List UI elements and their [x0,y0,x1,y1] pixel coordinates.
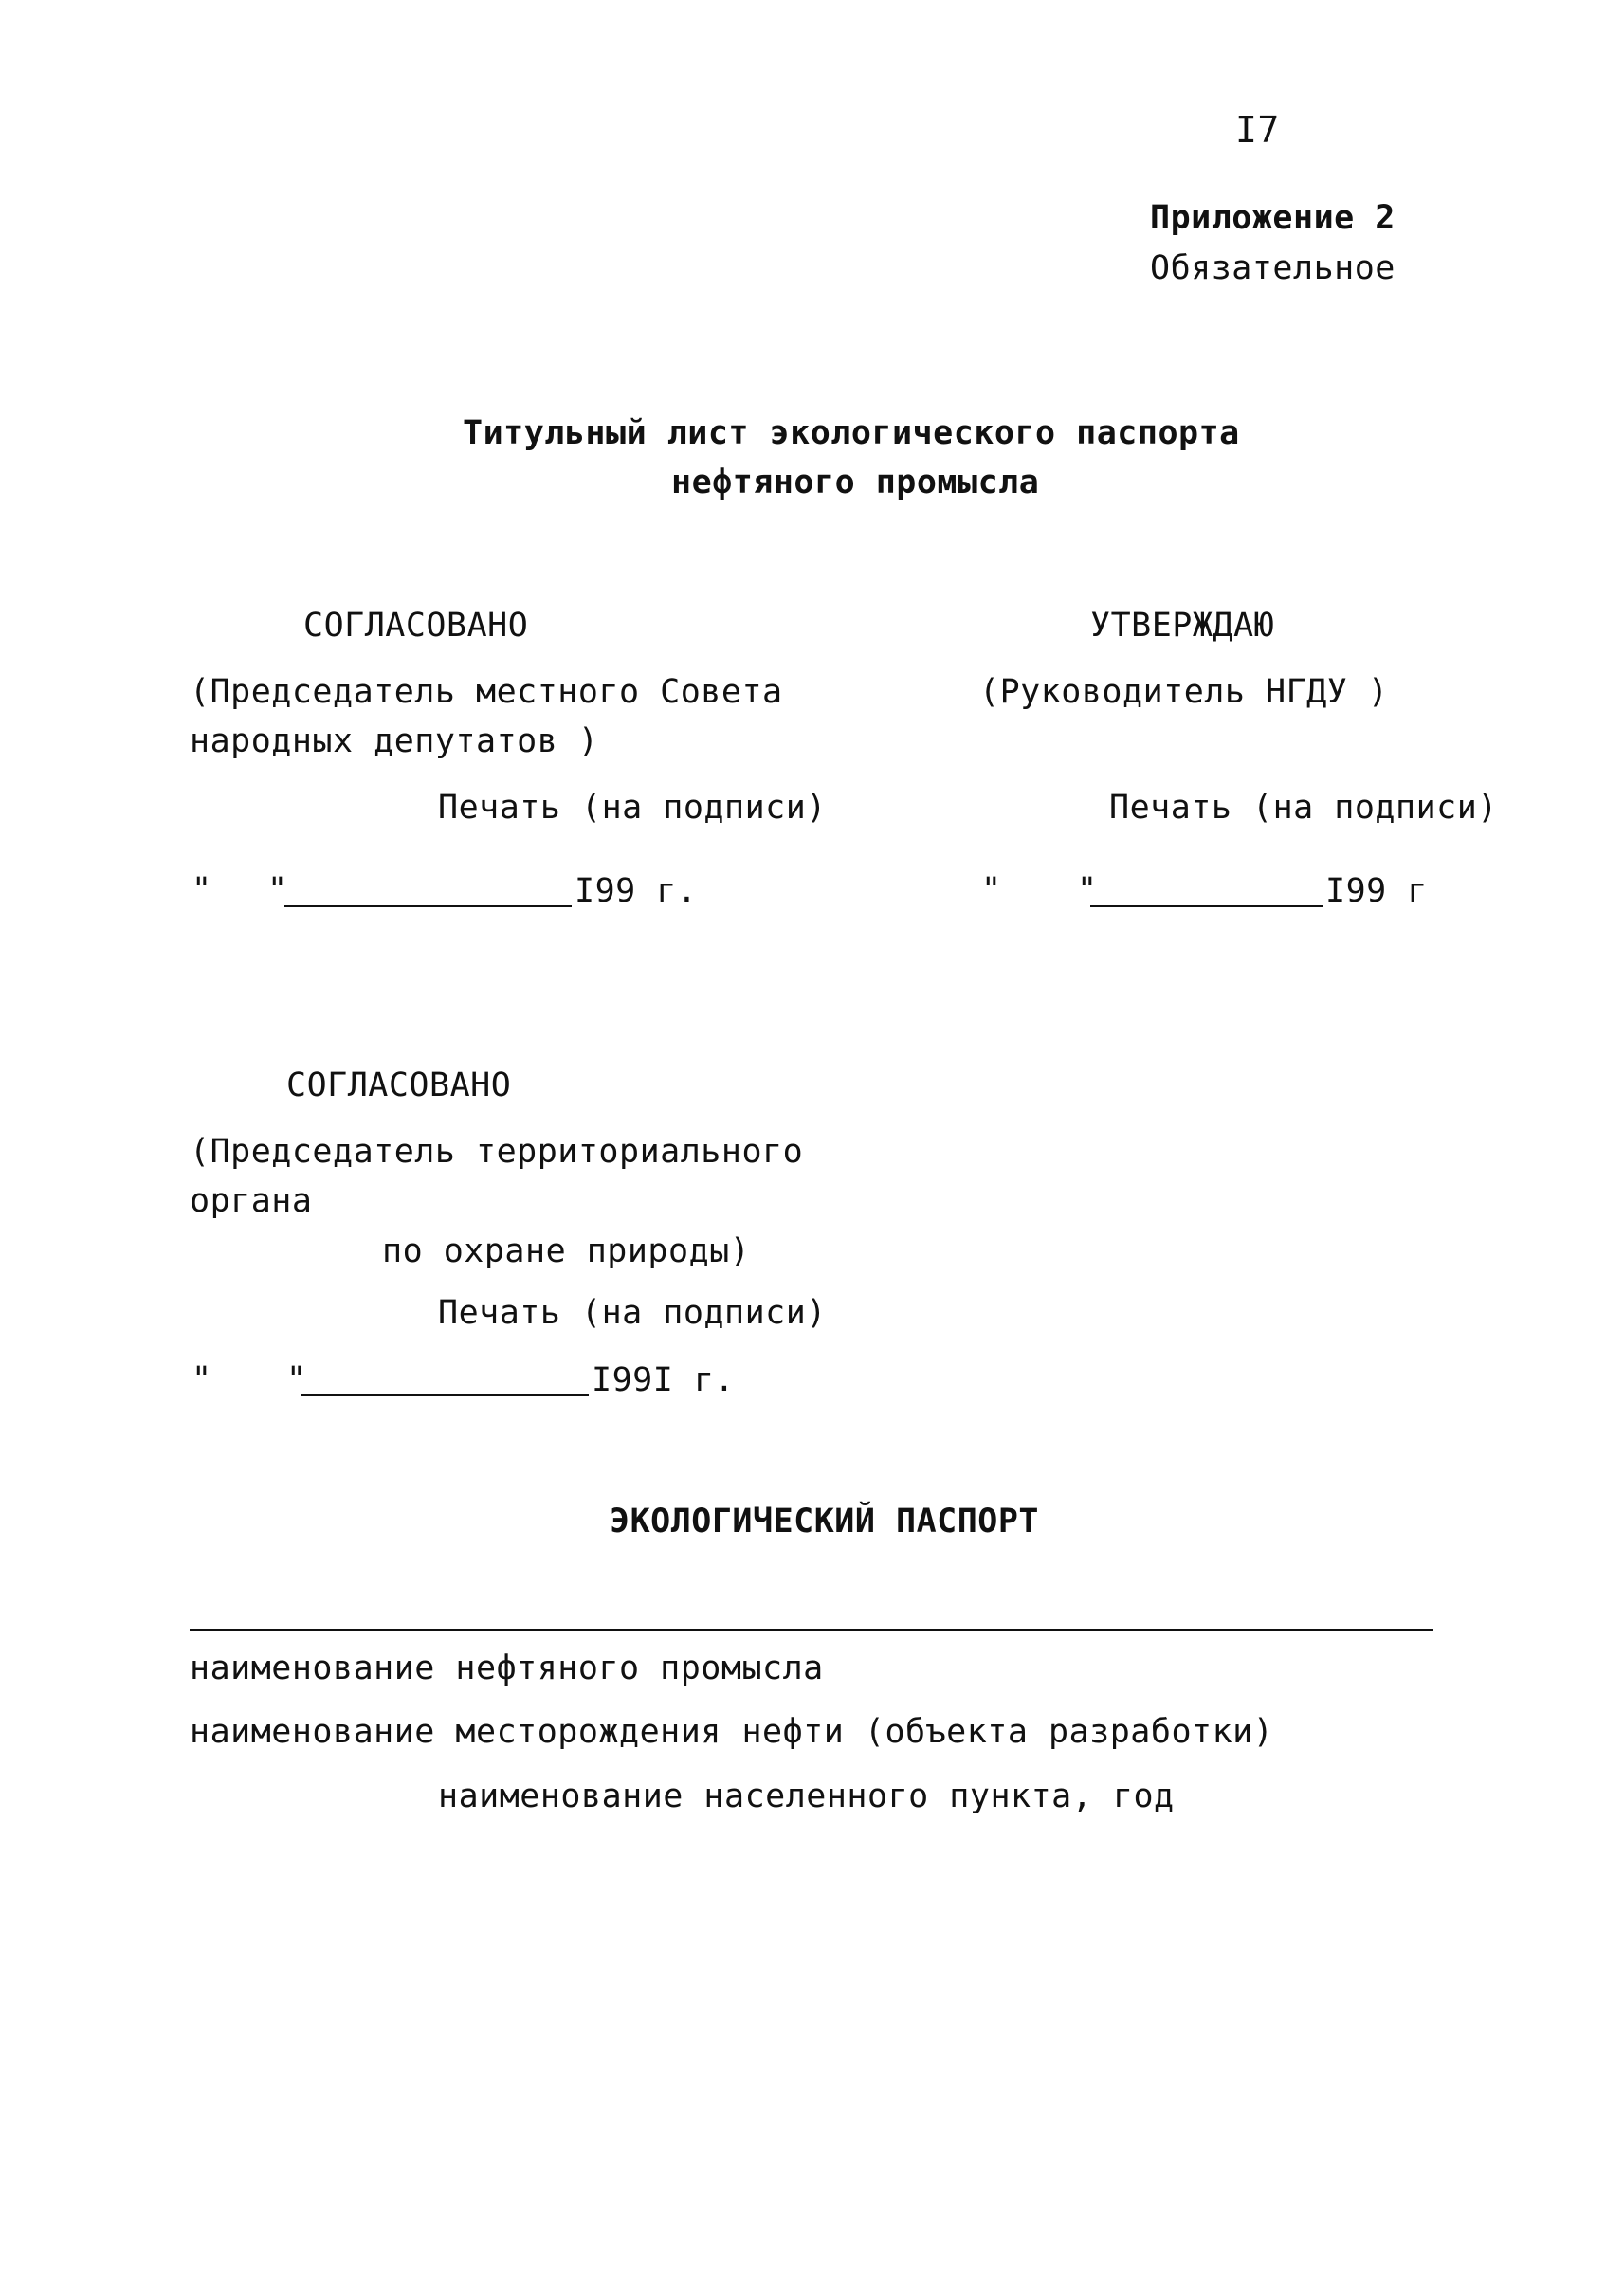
document-title-line1: Титульный лист экологического паспорта [463,414,1240,452]
passport-field-oilfield-name: наименование нефтяного промысла [190,1649,824,1687]
agreed-2-seal-label: Печать (на подписи) [438,1294,827,1332]
agreed-2-year: I99I г. [592,1361,736,1399]
agreed-heading-2: СОГЛАСОВАНО [286,1066,512,1104]
agreed-1-year: I99 г. [575,872,698,910]
agreed-2-quote-open: " [192,1360,212,1398]
passport-heading: ЭКОЛОГИЧЕСКИЙ ПАСПОРТ [610,1503,1040,1540]
agreed-1-quote-open: " [192,871,212,909]
agreed-2-role-line2: органа [190,1182,313,1220]
approve-seal-label: Печать (на подписи) [1109,789,1498,827]
agreed-1-role-line2: народных депутатов ) [190,722,599,760]
agreed-2-date-blank [301,1394,589,1396]
approve-heading: УТВЕРЖДАЮ [1090,607,1275,645]
passport-name-rule [190,1629,1433,1631]
document-title-line2: нефтяного промысла [671,464,1040,501]
agreed-1-date-blank [284,905,572,907]
appendix-status: Обязательное [1150,249,1396,287]
appendix-label: Приложение 2 [1150,199,1396,237]
page-number: I7 [1235,109,1280,151]
passport-field-deposit-name: наименование месторождения нефти (объекта разработки) [190,1713,1274,1751]
agreed-2-role-line3: по охране природы) [382,1232,751,1270]
approve-year: I99 г [1325,872,1428,910]
approve-quote-close: " [1077,871,1098,909]
approve-date-blank [1090,905,1323,907]
approve-quote-open: " [981,871,1002,909]
agreed-2-quote-close: " [286,1360,307,1398]
agreed-heading-1: СОГЛАСОВАНО [303,607,529,645]
agreed-1-role-line1: (Председатель местного Совета [190,673,783,711]
agreed-1-quote-close: " [267,871,288,909]
passport-field-locality-year: наименование населенного пункта, год [438,1777,1175,1815]
agreed-1-seal-label: Печать (на подписи) [438,789,827,827]
agreed-2-role-line1: (Председатель территориального [190,1133,804,1171]
approve-role-line1: (Руководитель НГДУ ) [979,673,1389,711]
